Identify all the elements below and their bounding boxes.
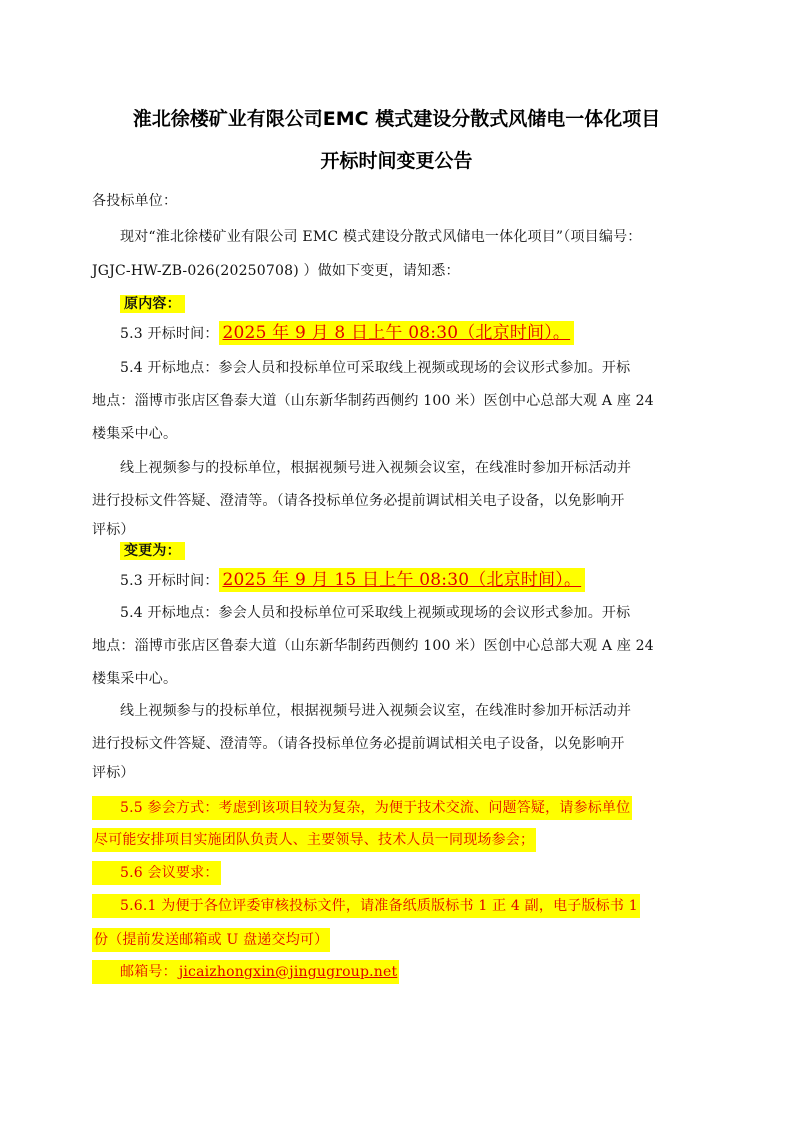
requirements-line2-text: 份（提前发送邮箱或 U 盘递交均可） — [92, 928, 330, 952]
attend-line2 — [92, 830, 702, 850]
changed-time-value: 2025 年 9 月 15 日上午 08:30（北京时间）。 — [219, 568, 586, 592]
requirements-line1 — [92, 896, 702, 916]
email-label: 邮箱号： — [92, 960, 177, 984]
original-heading — [120, 294, 730, 314]
notice-title-line2: 开标时间变更公告 — [320, 150, 473, 172]
requirements-heading-text: 5.6 会议要求： — [92, 861, 221, 885]
original-online-line2: 进行投标文件答疑、澄清等。（请各投标单位务必提前调试相关电子设备，以免影响开 — [92, 493, 625, 509]
attend-line2-text: 尽可能安排项目实施团队负责人、主要领导、技术人员一同现场参会； — [92, 828, 536, 852]
requirements-line1-text: 5.6.1 为便于各位评委审核投标文件，请准备纸质版标书 1 正 4 副，电子版标书 1 — [92, 894, 640, 918]
changed-place-line3: 楼集采中心。 — [92, 671, 178, 687]
changed-place-line1: 5.4 开标地点：参会人员和投标单位可采取线上视频或现场的会议形式参加。开标 — [120, 605, 631, 621]
changed-heading-text: 变更为： — [120, 542, 185, 560]
changed-place-line2: 地点：淄博市张店区鲁泰大道（山东新华制药西侧约 100 米）医创中心总部大观 A 座 24 — [92, 638, 654, 654]
salutation: 各投标单位： — [92, 193, 178, 209]
requirements-heading — [92, 863, 702, 883]
notice-title-line1: 淮北徐楼矿业有限公司EMC 模式建设分散式风储电一体化项目 — [132, 108, 661, 130]
original-online-line3: 评标） — [92, 522, 135, 538]
original-time-label: 5.3 开标时间： — [120, 326, 219, 342]
original-place-line3: 楼集采中心。 — [92, 426, 178, 442]
attend-line1 — [92, 798, 702, 818]
original-place-line2: 地点：淄博市张店区鲁泰大道（山东新华制药西侧约 100 米）医创中心总部大观 A 座 24 — [92, 393, 654, 409]
original-heading-text: 原内容： — [120, 295, 185, 313]
changed-time-line — [120, 570, 730, 591]
original-time-line — [120, 323, 730, 344]
intro-line1: 现对“淮北徐楼矿业有限公司 EMC 模式建设分散式风储电一体化项目”（项目编号： — [120, 229, 642, 245]
changed-time-label: 5.3 开标时间： — [120, 573, 219, 589]
attend-line1-text: 5.5 参会方式：考虑到该项目较为复杂，为便于技术交流、问题答疑，请参标单位 — [92, 796, 632, 820]
email-link[interactable]: jicaizhongxin@jingugroup.net — [177, 960, 400, 984]
original-online-line1: 线上视频参与的投标单位，根据视频号进入视频会议室，在线准时参加开标活动并 — [120, 460, 632, 476]
original-place-line1: 5.4 开标地点：参会人员和投标单位可采取线上视频或现场的会议形式参加。开标 — [120, 360, 631, 376]
email-line — [92, 962, 702, 982]
requirements-line2 — [92, 930, 702, 950]
original-time-value: 2025 年 9 月 8 日上午 08:30（北京时间）。 — [219, 321, 575, 345]
changed-heading — [120, 541, 730, 561]
intro-line2: JGJC-HW-ZB-026(20250708) ）做如下变更，请知悉： — [92, 263, 460, 279]
changed-online-line3: 评标） — [92, 765, 135, 781]
changed-online-line1: 线上视频参与的投标单位，根据视频号进入视频会议室，在线准时参加开标活动并 — [120, 703, 632, 719]
changed-online-line2: 进行投标文件答疑、澄清等。（请各投标单位务必提前调试相关电子设备，以免影响开 — [92, 736, 625, 752]
